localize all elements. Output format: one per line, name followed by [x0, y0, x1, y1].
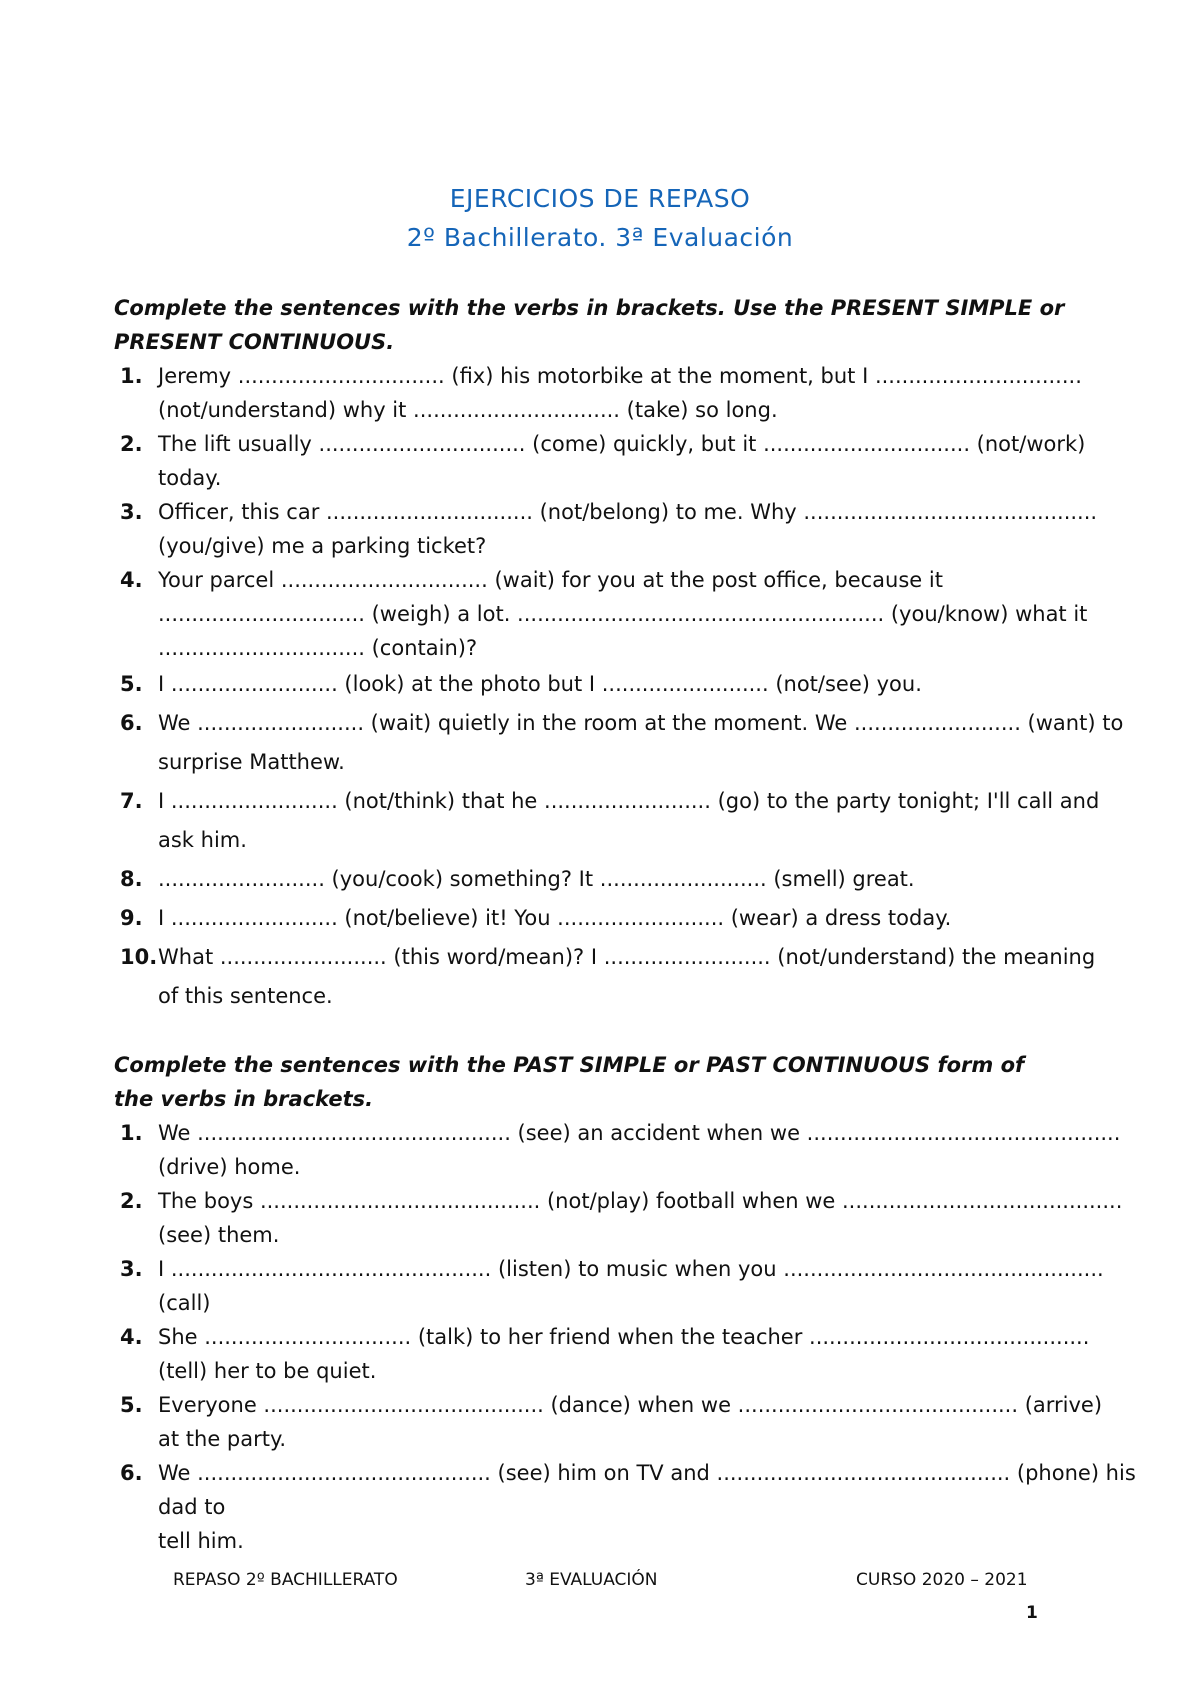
list-item: [114, 1320, 1154, 1388]
instruction-line: the verbs in brackets.: [114, 1087, 374, 1111]
item-number: 10.: [120, 945, 158, 969]
item-number: 6.: [120, 1461, 143, 1485]
instruction-line: Complete the sentences with the PAST SIMPLE or PAST CONTINUOUS form of: [114, 1053, 1025, 1077]
list-item: [114, 782, 1154, 860]
item-number: 1.: [120, 1121, 143, 1145]
item-text: Your parcel ............................... (wait) for you at the post office, because it ............................... (weigh) a lot. ....................................................... (you/know) what it ............................... (contain)?: [158, 568, 1088, 660]
item-number: 4.: [120, 1325, 143, 1349]
page-number: 1: [1026, 1603, 1038, 1623]
item-text: She ............................... (talk) to her friend when the teacher .......................................... (tell) her to be quiet.: [158, 1325, 1090, 1383]
item-text: We ............................................ (see) him on TV and ............................................ (phone) his dad to tell him.: [158, 1461, 1136, 1553]
list-item: [114, 563, 1154, 665]
item-number: 6.: [120, 711, 143, 735]
item-number: 1.: [120, 364, 143, 388]
page-subtitle: 2º Bachillerato. 3ª Evaluación: [406, 223, 794, 252]
item-text: What ......................... (this word/mean)? I ......................... (not/understand) the meaning of this sentence.: [158, 945, 1096, 1008]
item-text: Everyone .......................................... (dance) when we .......................................... (arrive) at the party.: [158, 1393, 1103, 1451]
exercise-list: [114, 359, 1154, 1016]
item-number: 5.: [120, 672, 143, 696]
list-item: [114, 899, 1154, 938]
exercise-list: [114, 1116, 1154, 1558]
item-number: 3.: [120, 500, 143, 524]
list-item: [114, 359, 1154, 427]
list-item: [114, 1388, 1154, 1456]
exercise-section-past: [114, 1048, 1154, 1558]
list-item: [114, 1252, 1154, 1320]
item-text: I ......................... (not/believe) it! You ......................... (wear) a dress today.: [158, 906, 952, 930]
list-item: [114, 938, 1154, 1016]
list-item: [114, 665, 1154, 704]
item-text: We ............................................... (see) an accident when we ............................................... (drive) home.: [158, 1121, 1121, 1179]
item-text: I ......................... (look) at the photo but I ......................... (not/see) you.: [158, 672, 922, 696]
item-text: I ......................... (not/think) that he ......................... (go) to the party tonight; I'll call and ask him.: [158, 789, 1100, 852]
item-number: 2.: [120, 432, 143, 456]
item-text: ......................... (you/cook) something? It ......................... (smell) great.: [158, 867, 915, 891]
item-text: Officer, this car ............................... (not/belong) to me. Why ............................................ (you/give) me a parking ticket?: [158, 500, 1098, 558]
list-item: [114, 1116, 1154, 1184]
item-number: 5.: [120, 1393, 143, 1417]
item-number: 8.: [120, 867, 143, 891]
list-item: [114, 1456, 1154, 1558]
item-text: The lift usually ............................... (come) quickly, but it ............................... (not/work) today.: [158, 432, 1086, 490]
item-text: Jeremy ............................... (fix) his motorbike at the moment, but I ............................... (not/understand) why it ............................... (take) so long.: [158, 364, 1082, 422]
list-item: [114, 495, 1154, 563]
footer-left: REPASO 2º BACHILLERATO: [173, 1570, 398, 1590]
item-number: 3.: [120, 1257, 143, 1281]
footer-right: CURSO 2020 – 2021: [856, 1570, 1028, 1590]
exercise-section-present: [114, 291, 1154, 1016]
item-number: 2.: [120, 1189, 143, 1213]
item-text: I ................................................ (listen) to music when you ................................................ (call): [158, 1257, 1104, 1315]
item-text: The boys .......................................... (not/play) football when we .......................................... (see) them.: [158, 1189, 1123, 1247]
list-item: [114, 1184, 1154, 1252]
item-number: 7.: [120, 789, 143, 813]
list-item: [114, 860, 1154, 899]
item-text: We ......................... (wait) quietly in the room at the moment. We ......................... (want) to surprise Matthew.: [158, 711, 1124, 774]
item-number: 9.: [120, 906, 143, 930]
footer-center: 3ª EVALUACIÓN: [525, 1570, 658, 1590]
instruction-line: Complete the sentences with the verbs in brackets. Use the PRESENT SIMPLE or: [114, 296, 1065, 320]
list-item: [114, 427, 1154, 495]
page-title: EJERCICIOS DE REPASO: [449, 184, 751, 213]
item-number: 4.: [120, 568, 143, 592]
instruction-line: PRESENT CONTINUOUS.: [114, 330, 395, 354]
list-item: [114, 704, 1154, 782]
